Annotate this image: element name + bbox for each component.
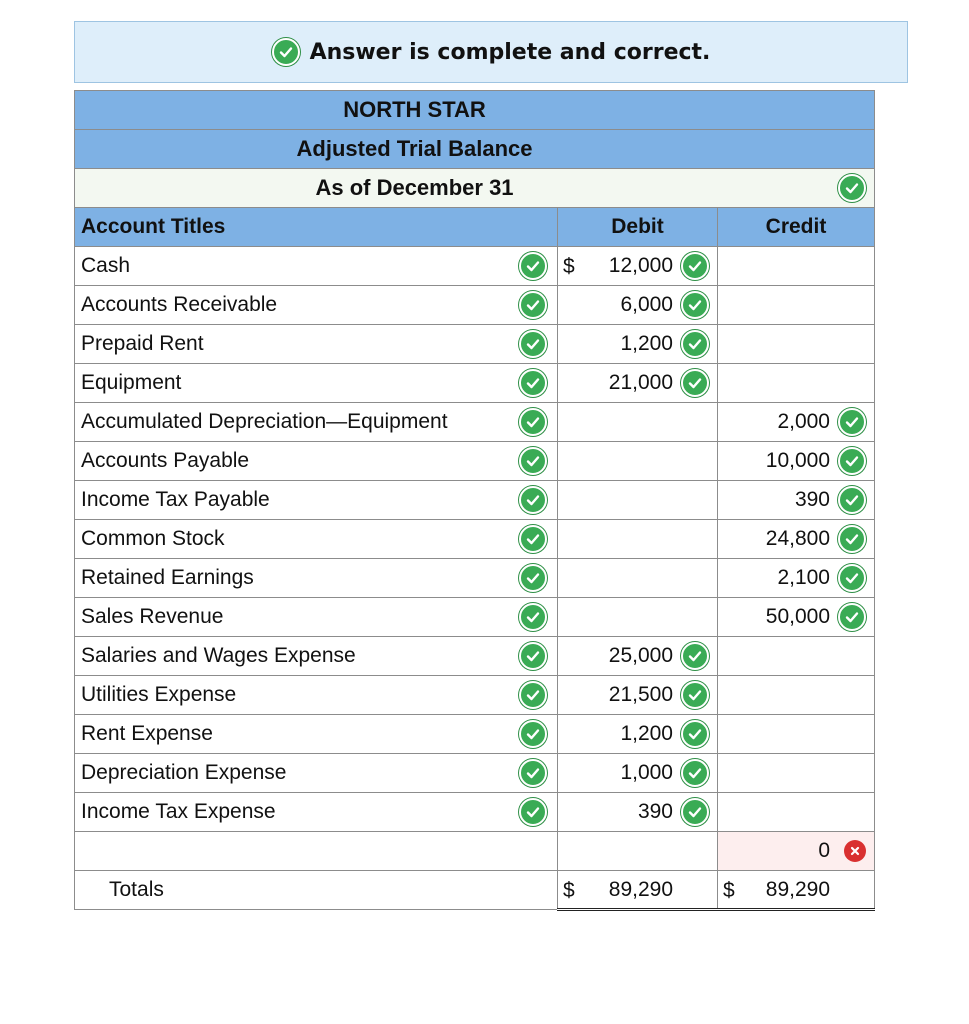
table-row [75,832,875,871]
debit-total: 89,290 [608,877,673,901]
debit-value: 390 [637,800,673,823]
credit-value: 2,000 [777,410,830,433]
date-row [75,169,875,208]
account-title: Accumulated Depreciation—Equipment [81,410,448,433]
account-title-cell[interactable] [75,247,558,286]
credit-total: 89,290 [765,877,830,901]
correct-check-icon [681,798,709,826]
debit-cell[interactable] [558,364,718,403]
account-title-cell[interactable] [75,403,558,442]
debit-cell[interactable] [558,715,718,754]
debit-cell[interactable] [558,793,718,832]
credit-value: 390 [794,488,830,511]
table-row [75,715,875,754]
debit-cell[interactable] [558,325,718,364]
correct-check-icon [681,642,709,670]
correct-check-icon [681,759,709,787]
report-row [75,130,875,169]
debit-cell[interactable] [558,481,718,520]
account-title: Utilities Expense [81,683,237,706]
debit-cell[interactable] [558,676,718,715]
account-title: Depreciation Expense [81,761,287,784]
table-row [75,559,875,598]
correct-check-icon [681,291,709,319]
debit-value: 12,000 [608,254,673,277]
table-row [75,754,875,793]
correct-check-icon [838,408,866,436]
debit-cell[interactable] [558,286,718,325]
account-title-cell[interactable] [75,559,558,598]
account-title: Income Tax Expense [81,800,276,823]
debit-cell[interactable] [558,754,718,793]
correct-check-icon [838,486,866,514]
currency-symbol: $ [563,255,575,278]
credit-value: 10,000 [765,449,830,472]
debit-total-cell [558,871,718,910]
account-title-cell[interactable] [75,754,558,793]
account-title: Retained Earnings [81,566,254,589]
currency-symbol: $ [723,879,735,902]
table-row [75,247,875,286]
correct-check-icon [519,798,547,826]
correct-check-icon [519,720,547,748]
correct-check-icon [519,408,547,436]
credit-cell[interactable] [718,247,875,286]
credit-cell[interactable] [718,442,875,481]
credit-header: Credit [718,208,875,247]
credit-cell[interactable] [718,325,875,364]
correct-check-icon [838,174,866,202]
correct-check-icon [519,252,547,280]
report-date-cell [75,169,875,208]
company-name: NORTH STAR [75,91,875,130]
credit-cell[interactable] [718,364,875,403]
table-row [75,325,875,364]
account-title-cell[interactable] [75,520,558,559]
credit-cell[interactable] [718,715,875,754]
correct-check-icon [838,603,866,631]
account-titles-header: Account Titles [75,208,558,247]
account-title-cell[interactable] [75,832,558,871]
credit-cell[interactable] [718,754,875,793]
correct-check-icon [519,486,547,514]
incorrect-x-icon [844,840,866,862]
debit-cell[interactable] [558,247,718,286]
correct-check-icon [519,447,547,475]
table-row [75,286,875,325]
credit-cell[interactable] [718,286,875,325]
account-title-cell[interactable] [75,637,558,676]
credit-cell[interactable] [718,559,875,598]
credit-cell[interactable] [718,676,875,715]
correct-check-icon [681,330,709,358]
account-title-cell[interactable] [75,715,558,754]
account-title-cell[interactable] [75,442,558,481]
debit-cell[interactable] [558,832,718,871]
credit-cell[interactable] [718,793,875,832]
correct-check-icon [681,369,709,397]
table-row [75,442,875,481]
table-row [75,364,875,403]
account-title-cell[interactable] [75,793,558,832]
debit-cell[interactable] [558,403,718,442]
account-title-cell[interactable] [75,481,558,520]
account-title-cell[interactable] [75,364,558,403]
credit-value: 2,100 [777,566,830,589]
debit-value: 6,000 [620,293,673,316]
correct-check-icon [519,525,547,553]
table-row [75,793,875,832]
credit-cell[interactable] [718,637,875,676]
company-row [75,91,875,130]
correct-check-icon [519,681,547,709]
account-title-cell[interactable] [75,286,558,325]
account-title: Sales Revenue [81,605,224,628]
account-title: Common Stock [81,527,225,550]
credit-total-cell [718,871,875,910]
correct-check-icon [681,252,709,280]
account-title: Cash [81,254,131,277]
account-title: Prepaid Rent [81,332,204,355]
result-banner [74,21,908,83]
debit-value: 21,500 [608,683,673,706]
debit-cell[interactable] [558,637,718,676]
credit-cell[interactable] [718,832,875,871]
debit-value: 21,000 [608,371,673,394]
credit-cell[interactable] [718,403,875,442]
debit-value: 1,200 [620,722,673,745]
account-title-cell[interactable] [75,676,558,715]
correct-check-icon [519,291,547,319]
table-row [75,598,875,637]
credit-value: 50,000 [765,605,830,628]
correct-check-icon [681,681,709,709]
table-row [75,520,875,559]
result-message: Answer is complete and correct. [309,39,711,65]
report-title: Adjusted Trial Balance [75,130,875,169]
account-title-cell[interactable] [75,325,558,364]
trial-balance-table [74,90,875,911]
correct-check-icon [681,720,709,748]
account-title: Accounts Payable [81,449,250,472]
correct-check-icon [838,564,866,592]
correct-check-icon [519,330,547,358]
correct-check-icon [519,642,547,670]
account-title: Salaries and Wages Expense [81,644,356,667]
account-title: Accounts Receivable [81,293,278,316]
debit-value: 1,000 [620,761,673,784]
credit-cell[interactable] [718,520,875,559]
column-header-row [75,208,875,247]
debit-value: 1,200 [620,332,673,355]
totals-row [75,871,875,910]
correct-check-icon [519,759,547,787]
account-title-cell[interactable] [75,598,558,637]
report-date: As of December 31 [315,175,514,200]
correct-check-icon [519,369,547,397]
account-title: Rent Expense [81,722,213,745]
table-row [75,403,875,442]
correct-check-icon [272,38,300,66]
account-title: Income Tax Payable [81,488,270,511]
credit-cell[interactable] [718,598,875,637]
table-row [75,481,875,520]
account-title: Equipment [81,371,182,394]
totals-label: Totals [75,871,558,910]
credit-cell[interactable] [718,481,875,520]
correct-check-icon [838,447,866,475]
currency-symbol: $ [563,879,575,902]
debit-cell[interactable] [558,559,718,598]
debit-cell[interactable] [558,442,718,481]
correct-check-icon [838,525,866,553]
table-row [75,637,875,676]
debit-cell[interactable] [558,520,718,559]
debit-cell[interactable] [558,598,718,637]
table-row [75,676,875,715]
credit-value: 24,800 [765,527,830,550]
correct-check-icon [519,564,547,592]
debit-header: Debit [558,208,718,247]
debit-value: 25,000 [608,644,673,667]
correct-check-icon [519,603,547,631]
credit-value: 0 [818,839,830,862]
